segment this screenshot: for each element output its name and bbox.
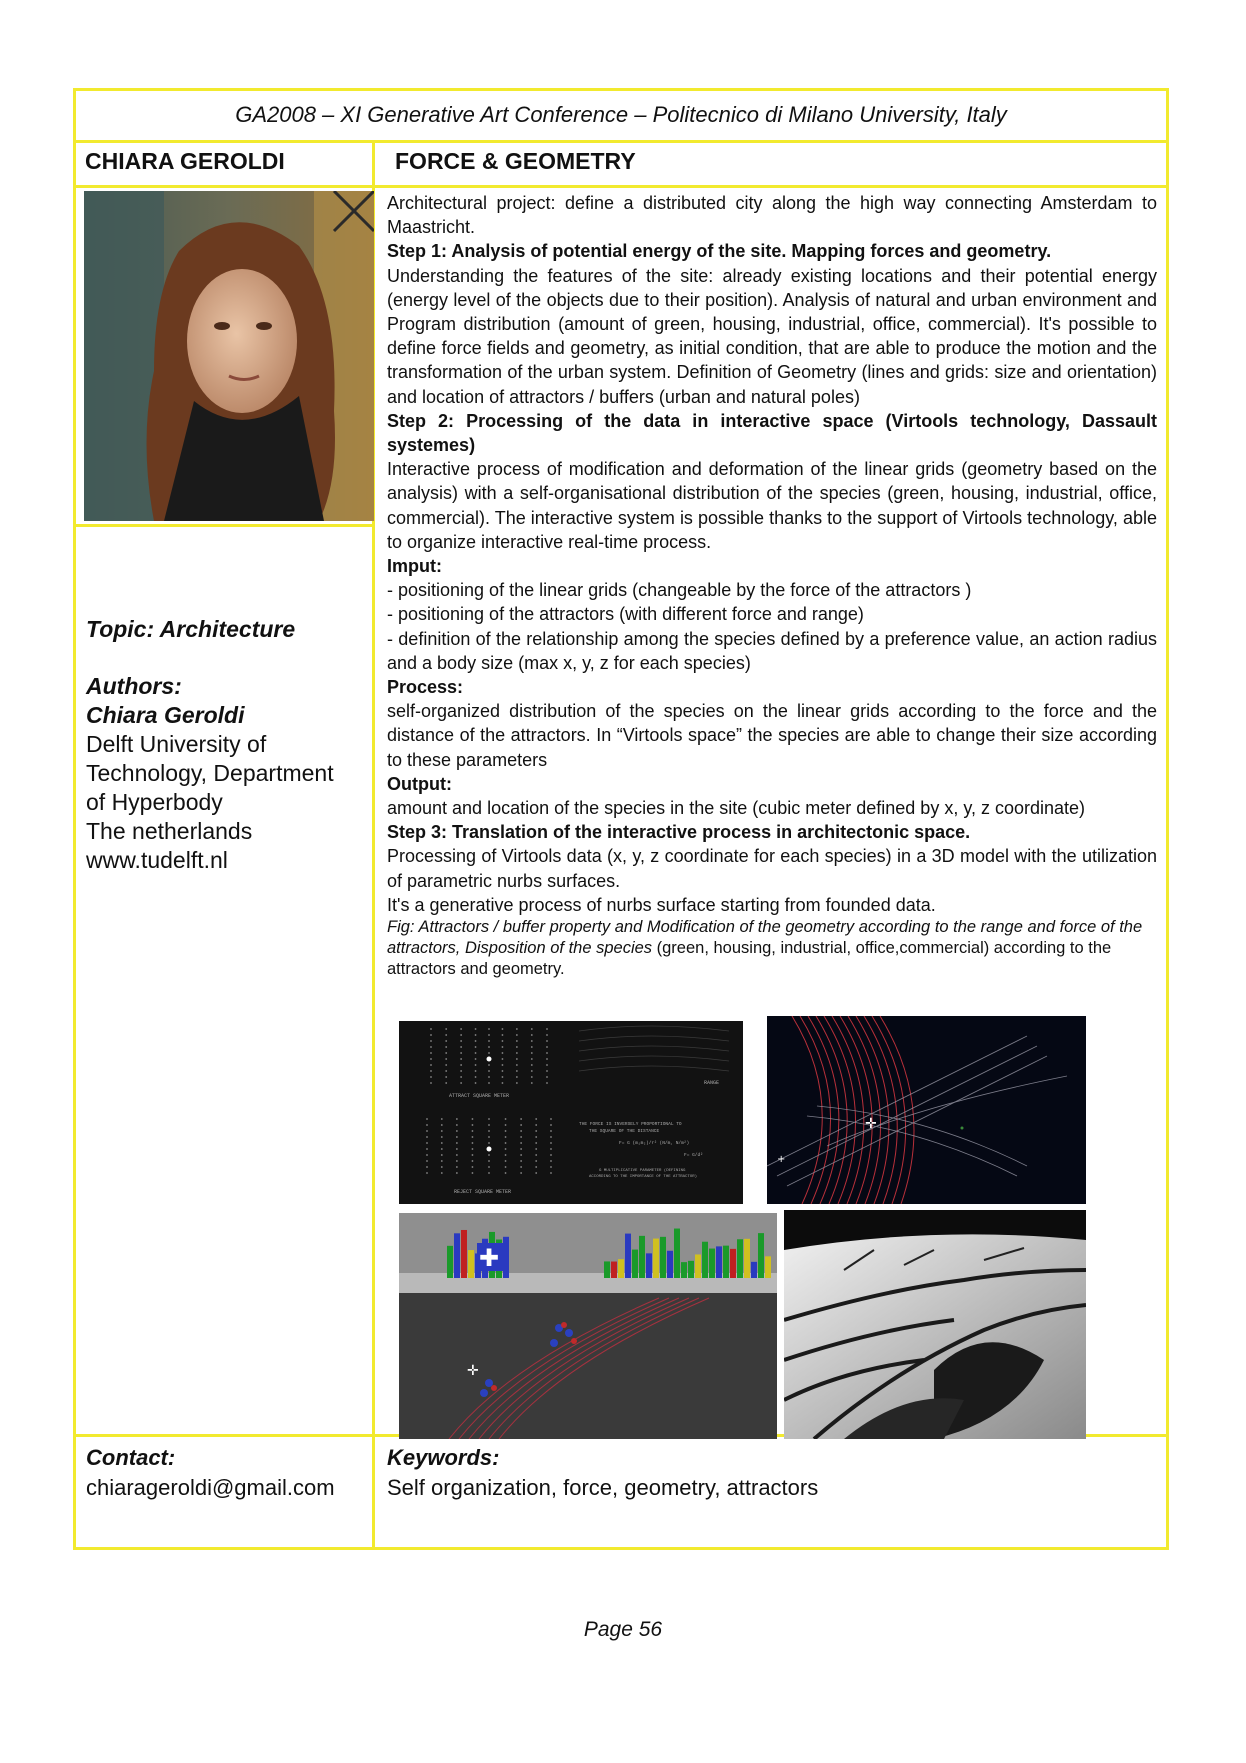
fig1-text-1: THE FORCE IS INVERSELY PROPORTIONAL TO	[579, 1122, 682, 1127]
page-number: Page 56	[583, 1618, 663, 1641]
svg-text:✚: ✚	[479, 1245, 500, 1272]
output-paragraph: amount and location of the species in the site (cubic meter defined by x, y, z coordinate)	[387, 798, 1086, 819]
step3-title: Step 3: Translation of the interactive process in architectonic space.	[387, 822, 971, 843]
divider-photo	[73, 524, 375, 527]
paper-title: FORCE & GEOMETRY	[395, 148, 636, 174]
affiliation-line-1: Delft University of	[86, 731, 267, 757]
website-link[interactable]: www.tudelft.nl	[86, 847, 228, 873]
fig1-range-label: RANGE	[704, 1080, 720, 1086]
caption-normal: (green, housing, industrial, office,commercial) according to the attractors and geometry.	[387, 939, 1112, 979]
divider-header	[73, 140, 1169, 143]
svg-text:+: +	[777, 1154, 786, 1165]
fig1-text-2: THE SQUARE OF THE DISTANCE	[589, 1129, 660, 1134]
figure-deformed-grid	[767, 1016, 1086, 1204]
fig1-attract-label: ATTRACT SQUARE METER	[449, 1093, 510, 1099]
keywords-block	[387, 1443, 818, 1503]
fig1-formula-2: F= G/d²	[684, 1153, 703, 1158]
topic: Topic: Architecture	[86, 616, 296, 642]
svg-text:✛: ✛	[467, 1363, 479, 1379]
figure-species-distribution	[399, 1213, 777, 1439]
input-item-3: - definition of the relationship among the species defined by a preference value, an action radius and a body size (max x, y, z for each species)	[387, 628, 1157, 673]
author-photo	[84, 191, 374, 521]
process-paragraph: self-organized distribution of the species on the linear grids according to the force and the distance of the attractors. In “Virtools space” the species are able to change their size according to these parameters	[387, 701, 1157, 770]
fig1-formula-1: F= G (m₁m₂)/r² (N/m, N/m²)	[619, 1141, 690, 1146]
keywords-text: Self organization, force, geometry, attractors	[387, 1475, 819, 1500]
intro-paragraph: Architectural project: define a distributed city along the high way connecting Amsterdam to Maastricht.	[387, 193, 1157, 238]
figure-caption	[387, 917, 1157, 980]
affiliation-line-2: Technology, Department	[86, 760, 334, 786]
step1-title: Step 1: Analysis of potential energy of the site. Mapping forces and geometry.	[387, 241, 1052, 262]
author-name: Chiara Geroldi	[86, 702, 245, 728]
contact-block	[86, 1443, 335, 1503]
step1-paragraph: Understanding the features of the site: already existing locations and their potential energy (energy level of the objects due to their position). Analysis of natural and urban environment and Program distribution (amount of green, housing, industrial, office, commercial). It's possible to define force fields and geometry, as initial condition, that are able to produce the motion and the transformation of the urban system. Definition of Geometry (lines and grids: size and orientation) and location of attractors / buffers (urban and natural poles)	[387, 265, 1157, 407]
step2-title: Step 2: Processing of the data in interactive space (Virtools technology, Dassault systemes)	[387, 410, 1157, 456]
fig1-text-4: ACCORDING TO THE IMPORTANCE OF THE ATTRACTOR)	[589, 1175, 698, 1179]
output-label: Output:	[387, 773, 452, 794]
contact-email[interactable]: chiarageroldi@gmail.com	[86, 1475, 335, 1500]
input-label: Imput:	[387, 556, 442, 577]
paper-body	[387, 191, 1157, 980]
author-name-heading: CHIARA GEROLDI	[85, 148, 285, 174]
conference-title: GA2008 – XI Generative Art Conference – Politecnico di Milano University, Italy	[235, 102, 1007, 127]
fig1-reject-label: REJECT SQUARE METER	[454, 1189, 512, 1195]
authors-label: Authors:	[86, 673, 182, 699]
step2-paragraph: Interactive process of modification and deformation of the linear grids (geometry based on the analysis) with a self-organisational distribution of the species (green, housing, industrial, office, commercial). The interactive system is possible thanks to the support of Virtools technology, able to organize interactive real-time process.	[387, 459, 1157, 552]
process-label: Process:	[387, 677, 464, 698]
fig1-text-3: G MULTIPLICATIVE PARAMETER (DEFINING	[599, 1169, 686, 1173]
figure-attractor-diagram	[399, 1021, 743, 1204]
divider-title	[73, 185, 1169, 188]
svg-text:✛: ✛	[865, 1116, 877, 1132]
step3-paragraph-2: It's a generative process of nurbs surface starting from founded data.	[387, 894, 936, 915]
step3-paragraph: Processing of Virtools data (x, y, z coordinate for each species) in a 3D model with the utilization of parametric nurbs surfaces.	[387, 846, 1157, 891]
country: The netherlands	[86, 818, 253, 844]
affiliation-line-3: of Hyperbody	[86, 789, 223, 815]
contact-label: Contact:	[86, 1445, 176, 1470]
keywords-label: Keywords:	[387, 1445, 500, 1470]
caption-italic: Fig: Attractors / buffer property and Modification of the geometry according to the range and force of the attractors, Disposition of the species	[387, 918, 1143, 958]
input-item-1: - positioning of the linear grids (changeable by the force of the attractors )	[387, 580, 972, 601]
figure-nurbs-render	[784, 1210, 1086, 1439]
input-item-2: - positioning of the attractors (with different force and range)	[387, 604, 864, 625]
